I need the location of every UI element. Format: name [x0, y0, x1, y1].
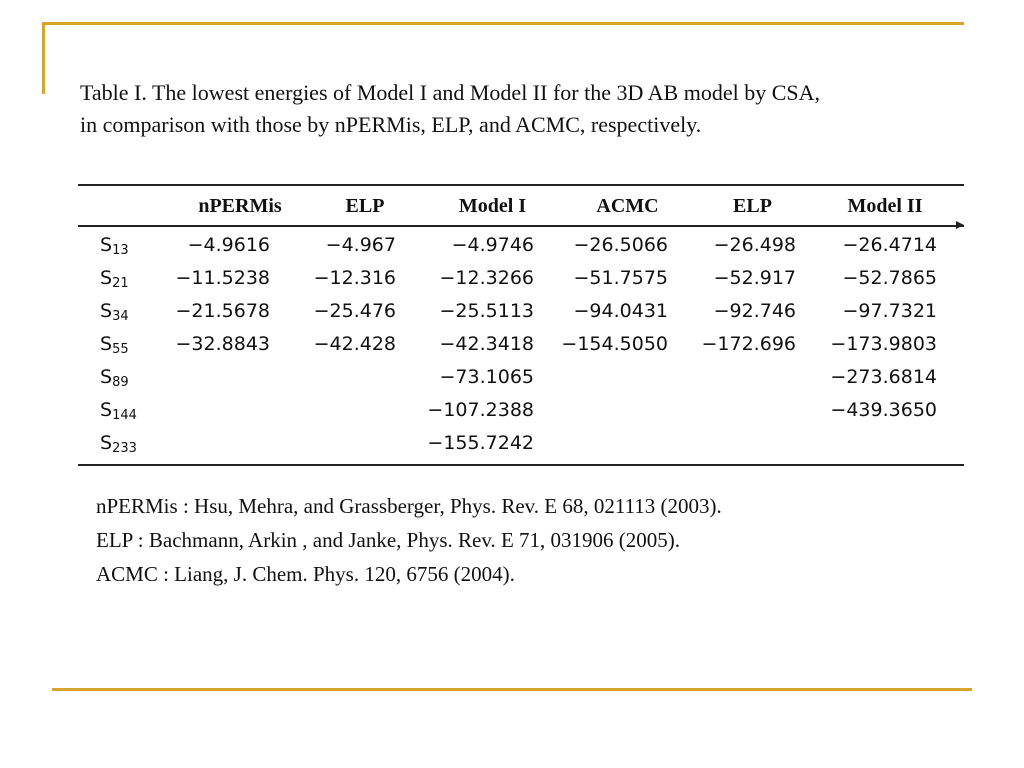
table-cell: −4.967 — [325, 234, 396, 256]
row-label — [100, 298, 129, 330]
row-label-subscript: 233 — [112, 441, 137, 456]
row-label-subscript: 21 — [112, 276, 129, 291]
row-label-base: S — [100, 366, 113, 388]
header-model-ii: Model II — [847, 195, 923, 217]
table-cell: −42.428 — [313, 333, 396, 355]
top-decorative-line — [42, 22, 964, 25]
header-elp-2: ELP — [733, 195, 772, 217]
table-caption — [80, 77, 960, 141]
row-label-base: S — [100, 399, 113, 421]
table-cell: −92.746 — [713, 300, 796, 322]
reference-elp: ELP : Bachmann, Arkin , and Janke, Phys. Rev. E 71, 031906 (2005). — [96, 528, 681, 552]
header-elp: ELP — [345, 195, 385, 217]
row-label-subscript: 13 — [112, 243, 129, 258]
reference-npermis: nPERMis : Hsu, Mehra, and Grassberger, Phys. Rev. E 68, 021113 (2003). — [96, 494, 722, 518]
row-label — [100, 397, 137, 429]
table-cell: −97.7321 — [842, 300, 937, 322]
bottom-decorative-line — [52, 688, 972, 691]
row-label-base: S — [100, 300, 113, 322]
table-cell: −172.696 — [701, 333, 796, 355]
table-cell: −26.498 — [713, 234, 796, 256]
table-cell: −52.917 — [713, 267, 796, 289]
table-cell: −94.0431 — [573, 300, 668, 322]
row-label — [100, 265, 129, 297]
table-cell: −25.5113 — [439, 300, 534, 322]
reference-acmc: ACMC : Liang, J. Chem. Phys. 120, 6756 (2004). — [96, 562, 515, 586]
row-label-base: S — [100, 267, 113, 289]
left-decorative-line — [42, 22, 45, 94]
header-npermis: nPERMis — [198, 195, 282, 217]
header-model-i: Model I — [458, 195, 527, 217]
table-cell: −11.5238 — [175, 267, 270, 289]
row-label — [100, 331, 129, 363]
row-label-base: S — [100, 432, 113, 454]
header-acmc: ACMC — [596, 195, 659, 217]
table-bottom-rule — [78, 464, 964, 466]
row-label-subscript: 144 — [112, 408, 137, 423]
table-cell: −155.7242 — [427, 432, 534, 454]
table-cell: −25.476 — [313, 300, 396, 322]
caption-line-2: in comparison with those by nPERMis, ELP, and ACMC, respectively. — [80, 112, 702, 137]
table-cell: −4.9746 — [451, 234, 534, 256]
table-cell: −154.5050 — [561, 333, 668, 355]
row-label-base: S — [100, 234, 113, 256]
table-cell: −52.7865 — [842, 267, 937, 289]
table-cell: −32.8843 — [175, 333, 270, 355]
table-cell: −26.5066 — [573, 234, 668, 256]
table-cell: −12.316 — [313, 267, 396, 289]
table-cell: −107.2388 — [427, 399, 534, 421]
table-cell: −173.9803 — [830, 333, 937, 355]
row-label — [100, 430, 137, 462]
table-cell: −4.9616 — [187, 234, 270, 256]
table-cell: −26.4714 — [842, 234, 937, 256]
row-label-subscript: 34 — [112, 309, 129, 324]
table-cell: −12.3266 — [439, 267, 534, 289]
table-header-rule — [78, 225, 964, 227]
references — [96, 489, 976, 591]
header-rule-arrow — [956, 221, 964, 229]
caption-line-1: Table I. The lowest energies of Model I and Model II for the 3D AB model by CSA, — [80, 80, 821, 105]
table-top-rule — [78, 184, 964, 186]
table-cell: −439.3650 — [830, 399, 937, 421]
table-cell: −21.5678 — [175, 300, 270, 322]
table-cell: −51.7575 — [573, 267, 668, 289]
row-label — [100, 364, 129, 396]
row-label-subscript: 55 — [112, 342, 129, 357]
row-label-base: S — [100, 333, 113, 355]
table-cell: −273.6814 — [830, 366, 937, 388]
row-label — [100, 232, 129, 264]
row-label-subscript: 89 — [112, 375, 129, 390]
table-cell: −42.3418 — [439, 333, 534, 355]
table-cell: −73.1065 — [439, 366, 534, 388]
